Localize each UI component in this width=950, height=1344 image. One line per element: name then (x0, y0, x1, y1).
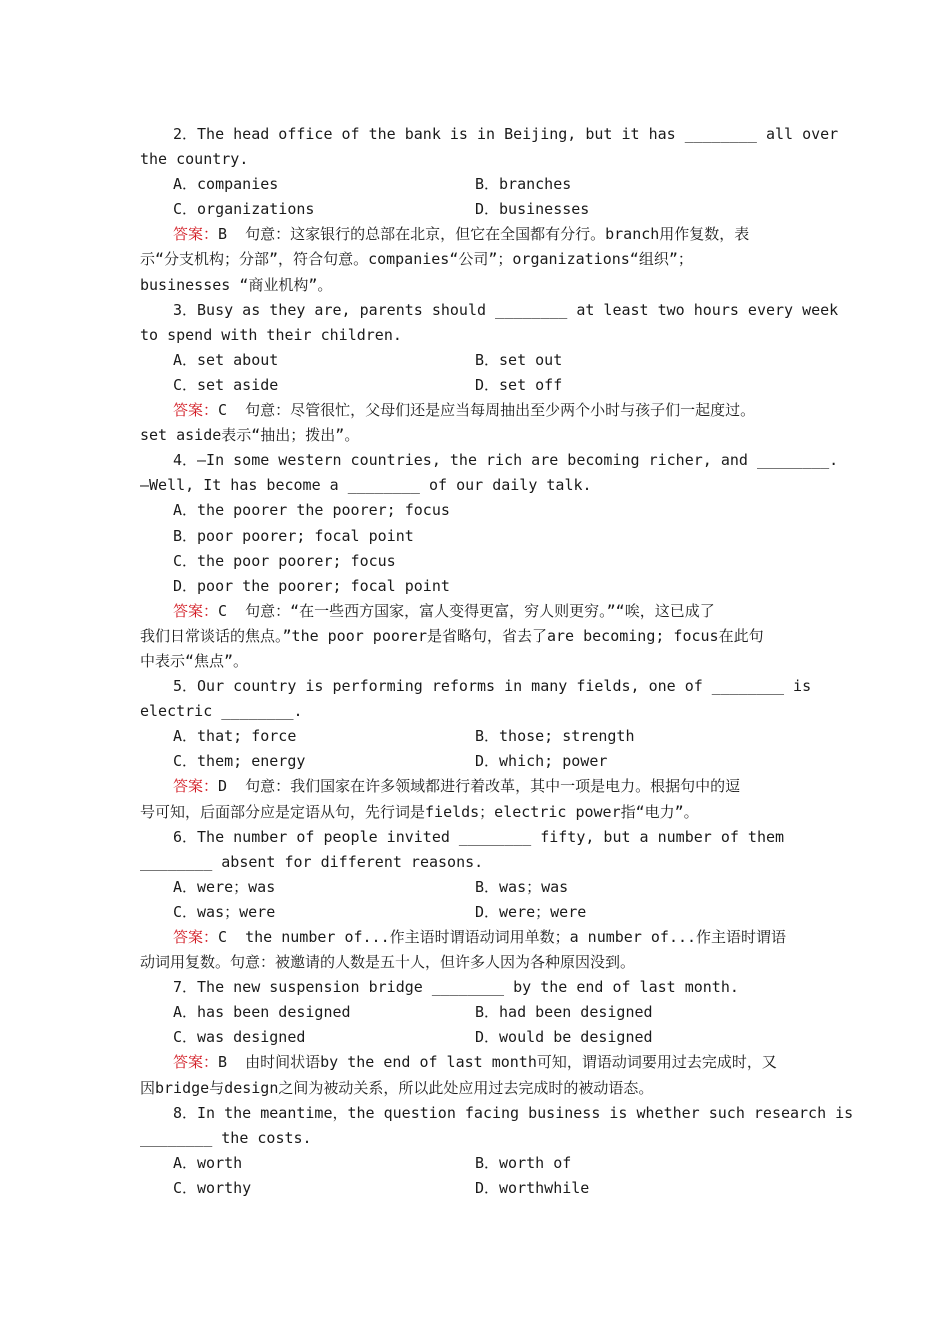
answer-line (140, 273, 812, 298)
option-d: D．were；were (475, 902, 587, 921)
option-a: A．that; force (173, 727, 297, 746)
answer-line (140, 423, 812, 448)
question-stem-line: 6．The number of people invited ________ fifty, but a number of them (173, 827, 785, 846)
option-row (140, 749, 812, 774)
answer-label: 答案： (173, 928, 219, 946)
option-row (140, 1025, 812, 1050)
option-a: A．companies (173, 175, 279, 194)
answer-text: 中表示“焦点”。 (140, 651, 249, 670)
option-b: B．worth of (475, 1153, 572, 1172)
question-list (140, 122, 854, 1201)
option-d: D．worthwhile (475, 1178, 590, 1197)
option-row (140, 348, 812, 373)
answer-line (140, 398, 812, 423)
option-b: B．those; strength (475, 727, 635, 746)
question-stem-line: 4．—In some western countries, the rich are becoming richer, and ________. (173, 451, 839, 470)
answer-label: 答案： (173, 601, 219, 620)
answer-text: 因bridge与design之间为被动关系，所以此处应用过去完成时的被动语态。 (140, 1078, 654, 1097)
question-block (140, 122, 839, 298)
option-d: D．poor the poorer; focal point (173, 576, 450, 595)
question-stem-line: 5．Our country is performing reforms in many fields, one of ________ is (173, 677, 812, 696)
option-row (140, 373, 812, 398)
answer-text: 动词用复数。句意：被邀请的人数是五十人，但许多人因为各种原因没到。 (140, 953, 636, 972)
answer-text: C 句意：尽管很忙，父母们还是应当每周抽出至少两个小时与孩子们一起度过。 (218, 401, 756, 420)
answer-label: 答案： (173, 401, 219, 420)
option-d: D．businesses (475, 200, 590, 219)
option-row (140, 1151, 812, 1176)
option-row (140, 172, 812, 197)
option-c: C．worthy (173, 1178, 252, 1197)
option-d: D．would be designed (475, 1028, 653, 1047)
option-row (140, 1176, 812, 1201)
option-b: B．had been designed (475, 1003, 653, 1022)
answer-text: C the number of...作主语时谓语动词用单数；a number of...作主语时谓语 (218, 928, 787, 946)
option-c: C．the poor poorer; focus (173, 551, 396, 570)
question-block (140, 674, 812, 825)
answer-line (140, 800, 812, 825)
option-row (140, 724, 812, 749)
option-row (140, 875, 812, 900)
option-a: A．were；was (173, 877, 276, 896)
answer-text: businesses “商业机构”。 (140, 275, 333, 294)
answer-text: 号可知，后面部分应是定语从句，先行词是fields；electric power指“电力”。 (140, 802, 699, 821)
answer-text: set aside表示“抽出；拨出”。 (140, 426, 360, 445)
question-stem-line: 7．The new suspension bridge ________ by the end of last month. (173, 978, 739, 997)
answer-text: D 句意：我们国家在许多领域都进行着改革，其中一项是电力。根据句中的逗 (218, 777, 741, 796)
option-row (140, 900, 812, 925)
answer-label: 答案： (173, 777, 219, 796)
answer-text: 我们日常谈话的焦点。”the poor poorer是省略句，省去了are becoming; focus在此句 (140, 626, 764, 645)
question-stem-line: electric ________. (140, 702, 303, 721)
answer-label: 答案： (173, 1053, 219, 1072)
option-c: C．was designed (173, 1028, 306, 1047)
answer-label: 答案： (173, 225, 219, 244)
option-row (140, 1000, 812, 1025)
question-stem-line: ________ the costs. (140, 1128, 312, 1147)
option-b: B．poor poorer; focal point (173, 526, 414, 545)
option-d: D．which; power (475, 752, 608, 771)
option-a: A．has been designed (173, 1003, 351, 1022)
question-block (140, 975, 812, 1100)
answer-line (140, 1076, 812, 1101)
question-stem-line: to spend with their children. (140, 325, 402, 344)
option-b: B．set out (475, 350, 563, 369)
answer-text: B 句意：这家银行的总部在北京，但它在全国都有分行。branch用作复数，表 (218, 225, 750, 244)
option-b: B．branches (475, 175, 572, 194)
option-b: B．was；was (475, 877, 569, 896)
question-stem-line: 8．In the meantime，the question facing business is whether such research is (173, 1103, 854, 1122)
answer-line (140, 774, 812, 799)
question-block (140, 448, 839, 674)
answer-line (140, 222, 812, 247)
question-block (140, 298, 839, 449)
answer-line (140, 950, 812, 975)
question-stem-line: 3．Busy as they are, parents should ________ at least two hours every week (173, 300, 839, 319)
option-c: C．them; energy (173, 752, 306, 771)
question-block (140, 825, 812, 976)
answer-text: B 由时间状语by the end of last month可知，谓语动词要用过去完成时，又 (218, 1053, 777, 1072)
question-stem-line: ________ absent for different reasons. (140, 852, 484, 871)
answer-line (140, 1050, 812, 1075)
option-a: A．worth (173, 1153, 243, 1172)
option-c: C．set aside (173, 375, 279, 394)
question-stem-line: 2．The head office of the bank is in Beijing, but it has ________ all over (173, 125, 839, 143)
answer-text: 示“分支机构；分部”，符合句意。companies“公司”；organizations“组织”； (140, 250, 693, 269)
question-stem-line: —Well, It has become a ________ of our daily talk. (140, 476, 592, 495)
option-c: C．was；were (173, 902, 276, 921)
answer-line (140, 649, 812, 674)
answer-line (140, 925, 812, 950)
question-block (140, 1101, 854, 1201)
answer-line (140, 624, 812, 649)
option-row (140, 197, 812, 222)
option-a: A．the poorer the poorer; focus (173, 501, 450, 520)
answer-line (140, 247, 812, 272)
answer-text: C 句意：“在一些西方国家，富人变得更富，穷人则更穷。”“唉，这已成了 (218, 601, 715, 620)
question-stem-line: the country. (140, 150, 249, 169)
option-c: C．organizations (173, 200, 315, 219)
answer-line (140, 599, 812, 624)
option-d: D．set off (475, 375, 563, 394)
option-a: A．set about (173, 350, 279, 369)
